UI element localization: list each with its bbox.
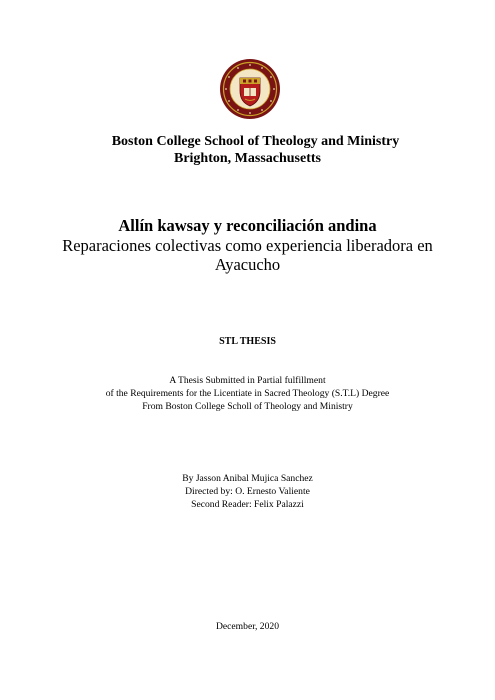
reader-line: Second Reader: Felix Palazzi — [191, 499, 304, 510]
subtitle-line-2: Ayacucho — [214, 255, 281, 274]
institution-location: Brighton, Massachusetts — [173, 151, 321, 166]
submission-line-1: A Thesis Submitted in Partial fulfillment — [169, 375, 326, 386]
director-line: Directed by: O. Ernesto Valiente — [185, 486, 310, 497]
thesis-type: STL THESIS — [219, 336, 276, 347]
subtitle-line-1: Reparaciones colectivas como experiencia liberadora en — [62, 236, 433, 255]
credits-block — [0, 472, 495, 511]
boston-college-seal-icon — [219, 58, 281, 120]
submission-line-2: of the Requirements for the Licentiate in Sacred Theology (S.T.L) Degree — [105, 388, 390, 399]
author-line: By Jasson Anibal Mujica Sanchez — [182, 473, 313, 484]
submission-date: December, 2020 — [215, 621, 279, 632]
thesis-subtitle — [0, 236, 495, 274]
submission-statement — [0, 374, 495, 413]
submission-line-3: From Boston College Scholl of Theology and Ministry — [142, 401, 353, 412]
institution-block — [0, 133, 495, 167]
thesis-title: Allín kawsay y reconciliación andina — [118, 216, 377, 235]
institution-name: Boston College School of Theology and Ministry — [111, 134, 400, 149]
